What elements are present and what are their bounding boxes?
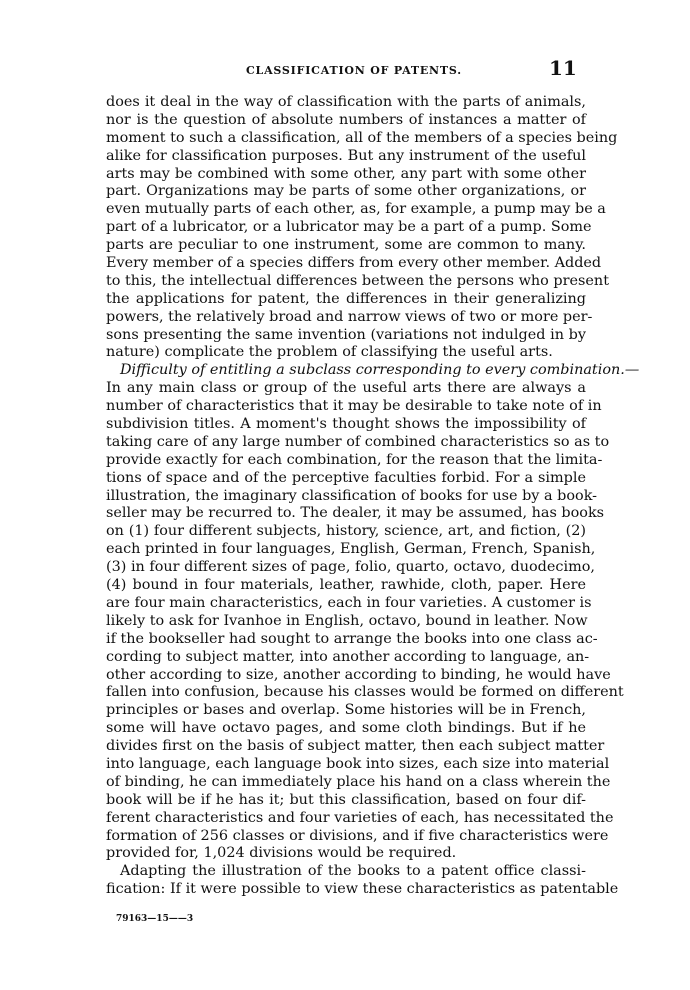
running-title: CLASSIFICATION OF PATENTS. — [246, 64, 462, 77]
text-line: each printed in four languages, English, German, French, Spanish, — [106, 541, 596, 558]
text-line: sons presenting the same invention (variations not indulged in by — [106, 326, 586, 343]
text-line: arts may be combined with some other, any part with some other — [106, 165, 586, 182]
text-line: part. Organizations may be parts of some other organizations, or — [106, 183, 586, 200]
text-line: if the bookseller had sought to arrange the books into one class ac- — [106, 630, 598, 647]
text-line: the applications for patent, the differences in their generalizing — [106, 290, 586, 307]
text-line: (4) bound in four materials, leather, rawhide, cloth, paper. Here — [106, 577, 586, 594]
text-line: book will be if he has it; but this classification, based on four dif- — [106, 791, 586, 808]
paragraph-1 — [106, 94, 618, 362]
text-line: alike for classification purposes. But any instrument of the useful — [106, 147, 586, 164]
text-line: divides first on the basis of subject matter, then each subject matter — [106, 738, 605, 755]
text-line: taking care of any large number of combined characteristics so as to — [106, 433, 610, 450]
text-line: does it deal in the way of classification with the parts of animals, — [106, 94, 586, 110]
signature-mark: 79163—15——3 — [116, 914, 194, 924]
paragraph-3 — [106, 863, 619, 899]
text-line: some will have octavo pages, and some cloth bindings. But if he — [106, 720, 586, 737]
text-line: fallen into confusion, because his classes would be formed on different — [106, 684, 624, 701]
text-line: on (1) four different subjects, history, science, art, and fiction, (2) — [106, 523, 586, 540]
page-number: 11 — [549, 56, 577, 80]
text-line: cording to subject matter, into another according to language, an- — [106, 648, 590, 665]
text-line: number of characteristics that it may be desirable to take note of in — [106, 398, 602, 415]
text-line: powers, the relatively broad and narrow views of two or more per- — [106, 308, 593, 325]
text-line: subdivision titles. A moment's thought shows the impossibility of — [106, 416, 586, 433]
body-text — [106, 94, 640, 899]
text-line: nature) complicate the problem of classifying the useful arts. — [106, 344, 553, 361]
text-line: Every member of a species differs from every other member. Added — [106, 255, 602, 272]
text-line: provided for, 1,024 divisions would be required. — [106, 845, 457, 862]
text-line: to this, the intellectual differences between the persons who present — [106, 272, 609, 289]
text-line: into language, each language book into sizes, each size into material — [106, 755, 610, 772]
text-line: seller may be recurred to. The dealer, it may be assumed, has books — [106, 505, 605, 522]
text-line: of binding, he can immediately place his hand on a class wherein the — [106, 773, 611, 790]
paragraph-2 — [106, 362, 640, 863]
text-line: provide exactly for each combination, for the reason that the limita- — [106, 451, 603, 468]
text-line: Adapting the illustration of the books to a patent office classi- — [120, 863, 586, 880]
text-line: In any main class or group of the useful arts there are always a — [106, 380, 586, 397]
text-line: are four main characteristics, each in four varieties. A customer is — [106, 594, 592, 611]
text-line: formation of 256 classes or divisions, and if five characteristics were — [106, 827, 609, 844]
text-line: principles or bases and overlap. Some histories will be in French, — [106, 702, 586, 719]
text-line: likely to ask for Ivanhoe in English, octavo, bound in leather. Now — [106, 612, 588, 629]
text-line: parts are peculiar to one instrument, some are common to many. — [106, 237, 586, 254]
text-line: other according to size, another according to binding, he would have — [106, 666, 611, 683]
text-line: part of a lubricator, or a lubricator may be a part of a pump. Some — [106, 219, 592, 236]
section-lead-heading: Difficulty of entitling a subclass corresponding to every combination.— — [120, 362, 640, 379]
text-line: tions of space and of the perceptive faculties forbid. For a simple — [106, 469, 586, 486]
text-line: fication: If it were possible to view these characteristics as patentable — [106, 881, 619, 898]
text-line: nor is the question of absolute numbers of instances a matter of — [106, 111, 586, 128]
text-line: moment to such a classification, all of the members of a species being — [106, 129, 618, 146]
text-line: illustration, the imaginary classification of books for use by a book- — [106, 487, 598, 504]
text-line: ferent characteristics and four varieties of each, has necessitated the — [106, 809, 614, 826]
text-line: even mutually parts of each other, as, for example, a pump may be a — [106, 201, 606, 218]
text-line: (3) in four different sizes of page, folio, quarto, octavo, duodecimo, — [106, 559, 595, 576]
